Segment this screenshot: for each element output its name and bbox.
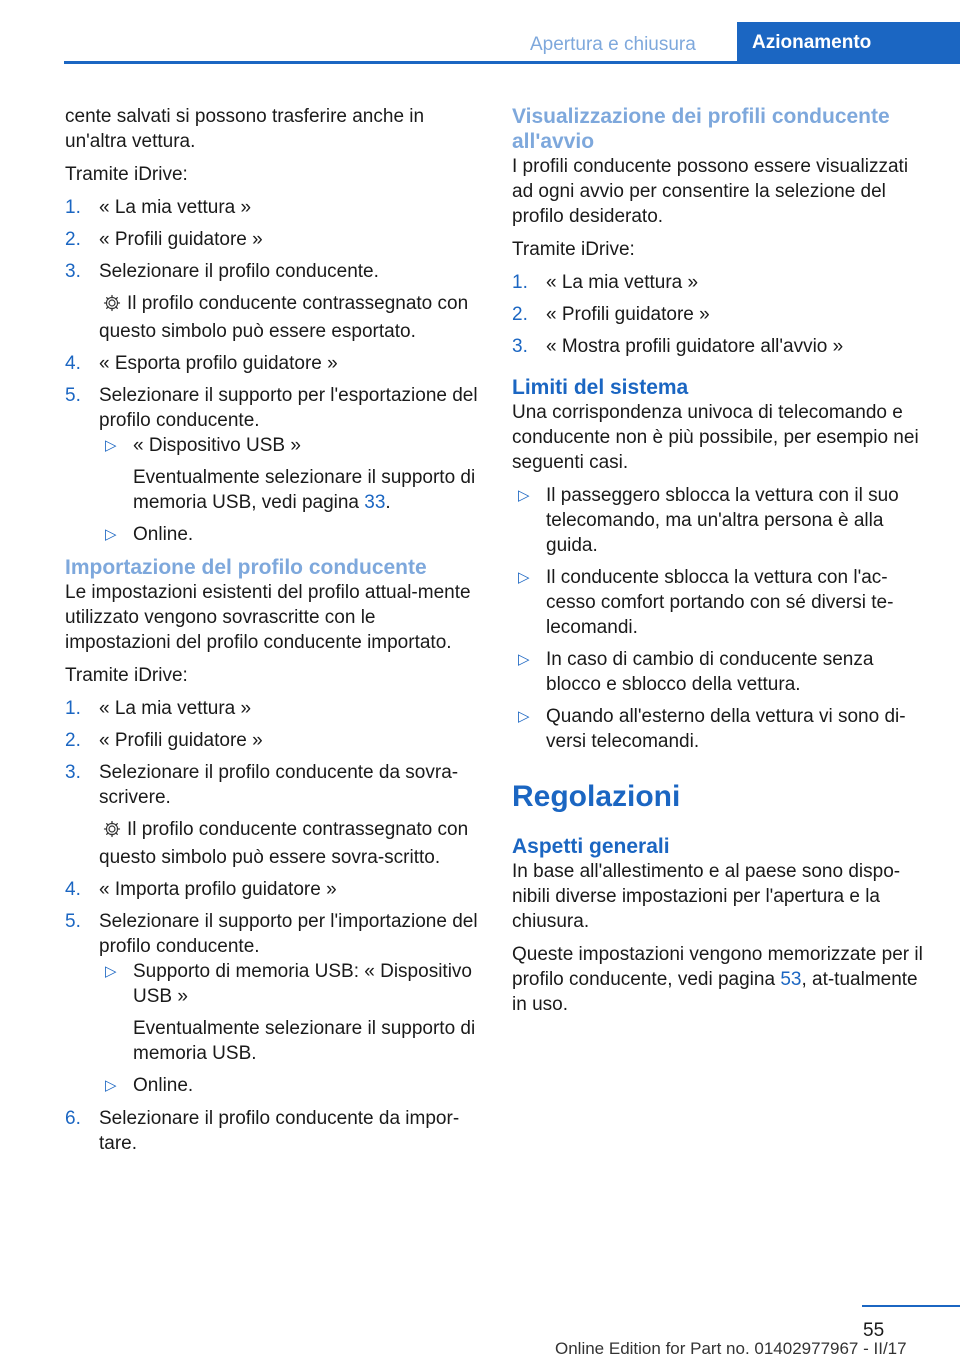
step-number: 4. [65,879,81,900]
import-intro: Le impostazioni esistenti del profilo attual-mente utilizzato vengono sovrascritte con le impostazioni del profilo conducente importato. [65,582,471,653]
step-number: 5. [65,911,81,932]
sub-list [99,433,480,547]
export-steps [65,195,480,547]
note-text: Eventualmente selezionare il supporto di memoria USB, vedi pagina [133,467,476,513]
footer-rule [862,1305,960,1307]
step-text: Selezionare il supporto per l'esportazione del profilo conducente. [99,385,478,431]
step-text: « La mia vettura » [546,272,699,293]
triangle-bullet-icon: ▷ [105,963,117,980]
triangle-bullet-icon: ▷ [518,708,530,725]
step-text: « La mia vettura » [99,197,252,218]
sub-item-note: Eventualmente selezionare il supporto di memoria USB. [133,1018,476,1064]
step-number: 1. [65,197,81,218]
limit-item [512,647,930,697]
general-paragraph-2-text: Queste impostazioni vengono memorizzate per il profilo conducente, vedi pagina [512,944,923,990]
step-text: Selezionare il supporto per l'importazione del profilo conducente. [99,911,478,957]
sub-item [99,959,480,1066]
step-note [99,291,480,344]
note-tail: . [385,492,391,513]
step-number: 3. [65,762,81,783]
gear-icon [103,820,121,845]
header-chapter-tab[interactable]: Azionamento [737,22,960,64]
step-text: « Esporta profilo guidatore » [99,353,338,374]
step-item [65,877,480,902]
step-note-text: Il profilo conducente contrassegnato con questo simbolo può essere sovra-scritto. [99,819,469,868]
limit-text: Il conducente sblocca la vettura con l'ac-cesso comfort portando con sé diversi te-lecomandi. [546,567,894,638]
triangle-bullet-icon: ▷ [518,569,530,586]
limits-list [512,483,930,754]
via-idrive: Tramite iDrive: [65,665,188,686]
step-number: 6. [65,1108,81,1129]
step-item [65,728,480,753]
sub-item [99,1073,480,1098]
sub-item-text: « Dispositivo USB » [133,435,301,456]
general-title: Aspetti generali [512,835,670,858]
import-title: Importazione del profilo conducente [65,556,427,579]
limit-text: Il passeggero sblocca la vettura con il suo telecomando, ma un'altra persona è alla guida. [546,485,899,556]
step-item [512,334,930,359]
sub-list [99,959,480,1098]
header-section[interactable]: Apertura e chiusura [530,34,696,55]
step-number: 3. [65,261,81,282]
step-number: 3. [512,336,528,357]
step-number: 1. [65,698,81,719]
step-number: 1. [512,272,528,293]
step-item [65,351,480,376]
general-paragraph-1: In base all'allestimento e al paese sono dispo-nibili diverse impostazioni per l'apertura e la chiusura. [512,861,901,932]
step-number: 2. [65,229,81,250]
sub-item [99,433,480,515]
triangle-bullet-icon: ▷ [105,526,117,543]
edition-note: Online Edition for Part no. 01402977967 - II/17 [555,1339,907,1358]
triangle-bullet-icon: ▷ [105,437,117,454]
step-item [65,1106,480,1156]
step-text: Selezionare il profilo conducente. [99,261,379,282]
sub-item-text: Online. [133,1075,194,1096]
step-item [65,760,480,870]
step-text: « Profili guidatore » [99,730,263,751]
step-item [512,270,930,295]
via-idrive: Tramite iDrive: [65,164,188,185]
step-text: « La mia vettura » [99,698,252,719]
general-paragraph-2 [512,942,930,1017]
step-number: 4. [65,353,81,374]
intro-text: cente salvati si possono trasferire anche in un'altra vettura. [65,106,425,152]
step-text: « Importa profilo guidatore » [99,879,337,900]
step-number: 2. [512,304,528,325]
step-item [65,227,480,252]
step-note [99,817,480,870]
step-text: Selezionare il profilo conducente da impor-tare. [99,1108,460,1154]
step-item [512,302,930,327]
page-link-33[interactable]: 33 [364,492,386,513]
display-title: Visualizzazione dei profili conducente all'avvio [512,105,890,153]
triangle-bullet-icon: ▷ [105,1077,117,1094]
step-note-text: Il profilo conducente contrassegnato con questo simbolo può essere esportato. [99,293,469,342]
triangle-bullet-icon: ▷ [518,651,530,668]
limit-text: In caso di cambio di conducente senza blocco e sblocco della vettura. [546,649,874,695]
display-intro: I profili conducente possono essere visualizzati ad ogni avvio per consentire la selezione del profilo desiderato. [512,156,909,227]
display-steps [512,270,930,359]
step-item [65,696,480,721]
sub-item [99,522,480,547]
limits-title: Limiti del sistema [512,376,689,399]
page-number: 55 [863,1320,885,1341]
limit-item [512,565,930,640]
step-text: « Mostra profili guidatore all'avvio » [546,336,844,357]
limit-item [512,483,930,558]
step-text: « Profili guidatore » [546,304,710,325]
step-number: 2. [65,730,81,751]
triangle-bullet-icon: ▷ [518,487,530,504]
step-item [65,909,480,1098]
limit-text: Quando all'esterno della vettura vi sono di-versi telecomandi. [546,706,906,752]
sub-item-text: Supporto di memoria USB: « Dispositivo USB » [133,961,472,1007]
via-idrive: Tramite iDrive: [512,239,635,260]
left-column [65,104,480,1164]
general-paragraph-2-tail: , at-tualmente in uso. [512,969,918,1015]
limit-item [512,704,930,754]
gear-icon [103,294,121,319]
page-link-53[interactable]: 53 [780,969,802,990]
step-text: « Profili guidatore » [99,229,263,250]
step-text: Selezionare il profilo conducente da sovra-scrivere. [99,762,459,808]
import-steps [65,696,480,1156]
sub-item-note [133,465,480,515]
step-number: 5. [65,385,81,406]
step-item [65,259,480,344]
limits-intro: Una corrispondenza univoca di telecomando e conducente non è più possibile, per esempio nei seguenti casi. [512,402,919,473]
settings-title: Regolazioni [512,780,681,813]
step-item [65,383,480,547]
right-column [512,104,930,1025]
sub-item-text: Online. [133,524,194,545]
step-item [65,195,480,220]
